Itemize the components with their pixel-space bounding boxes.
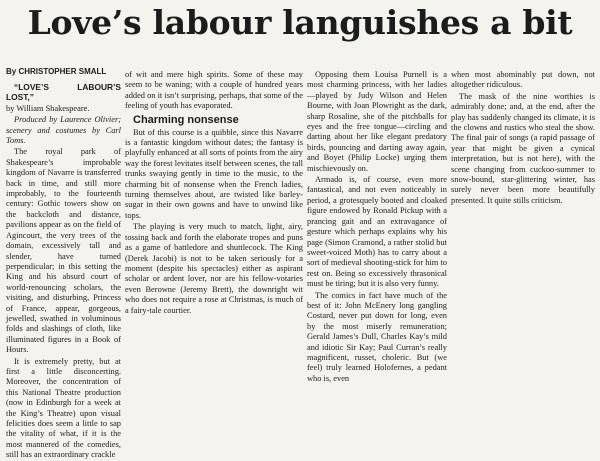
subheading: Charming nonsense — [133, 113, 239, 126]
paragraph: when most abominably put down, not altogether ridiculous. — [451, 70, 595, 90]
paragraph: The royal park of Shakespeare’s improbable kingdom of Navarre is transferred back in time, and still more improbably, to the fourteenth century: Gothic towers show on the backcloth and distance, pavilions appear as on the field of Agincourt, the very trees of the domain, excessively tall and slender, have turned perpendicular; in this setting the King and his absurd court of world-renouncing scholars, the visiting, and disturbing, Princess of France, appear, gorgeous, jewelled, swathed in voluminous folds and slashings of cloth, like illuminated figures in a Book of Hours. — [6, 147, 121, 355]
play-author: by William Shakespeare. — [6, 103, 90, 113]
article-column-2 — [125, 70, 303, 398]
paragraph: The playing is very much to match, light, airy, tossing back and forth the elaborate tropes and puns as a game of battledore and shuttlecock. The King (Derek Jacobi) is not to be taken seriously for a moment (despite his spectacles) either as aspirant scholar or ardent lover, nor are his fellow-votaries even Berowne (Jeremy Brett), the downright wit who does not require a rose at Christmas, is much of a fairy-tale courtier. — [125, 222, 303, 315]
paragraph: of wit and mere high spirits. Some of these may seem to be waning; with a couple of hundred years added on it isn’t surprising, perhaps, that some of the feeling of youth has evaporated. — [125, 70, 303, 111]
article-column-3 — [307, 70, 447, 398]
play-title: “LOVE’S LABOUR’S LOST,” — [6, 82, 121, 103]
paragraph: Armado is, of course, even more fantastical, and not even noticeably in period, a grotesquely booted and cloaked figure endowed by Ronald Pickup with a prancing gait and an extravagance of gesture which perhaps explains why his page (Simon Cramond, a rather stolid but sweet-voiced Moth) has to carry about a sort of medieval shooting-stick for him to rest on. Being so excessively thrasonical must be tiring; but it is also very funny. — [307, 175, 447, 289]
paragraph: But of this course is a quibble, since this Navarre is a fantastic kingdom without dates; the fantasy is playfully enhanced at all sorts of points from the airy way the forest levitates itself between scenes, the tall trunks swaying gently in time to the music, to the charming bit of nonsense when the French ladies, turning themselves about, are twisted like barley-sugar in their own gowns and have to unwind like tops. — [125, 127, 303, 220]
credits: Produced by Laurence Olivier; scenery and costumes by Carl Toms. — [6, 115, 121, 146]
article-column-1 — [6, 66, 121, 460]
paragraph: The comics in fact have much of the best of it: John McEnery long gangling Costard, never put down for long, even by the most miserly remuneration; Gerald James’s Dull, Charles Kay’s mild and idiotic Sir Kay; Paul Curran’s really magnificent, russet, choleric. But (we feel) truly learned Holofernes, a pedant who is, even — [307, 290, 447, 383]
paragraph: It is extremely pretty, but at first a little disconcerting. Moreover, the concentration of this National Theatre production (now in Edinburgh for a week at the King’s Theatre) upon visual felicities does seem a little to sap the vitality of what, if it is the most mannered of the comedies, still has an extraordinary crackle — [6, 356, 121, 460]
paragraph: The mask of the nine worthies is admirably done; and, at the end, after the play has suddenly changed its climate, it is the clowns and rustics who steal the show. The final pair of songs (a rapid passage of year that might be given a cynical interpretation, but is not here), with the scene changing from cuckoo-summer to snow-bound, star-glittering winter, has surely never been more beautifully presented. It quite stills criticism. — [451, 91, 595, 205]
article-column-4 — [451, 70, 595, 398]
byline: By CHRISTOPHER SMALL — [6, 67, 107, 76]
paragraph: Opposing them Louisa Purnell is a most charming princess, with her ladies—played by Judy Wilson and Helen Bourne, with Joan Plowright as the dark, sharp Rosaline, she of the pitchballs for eyes and the free tongue—circling and darting about her like elegant predatory birds, pouncing and darting away again, and Boyet (Philip Locke) urging them mischievously on. — [307, 70, 447, 173]
headline: Love’s labour languishes a bit — [27, 3, 573, 42]
